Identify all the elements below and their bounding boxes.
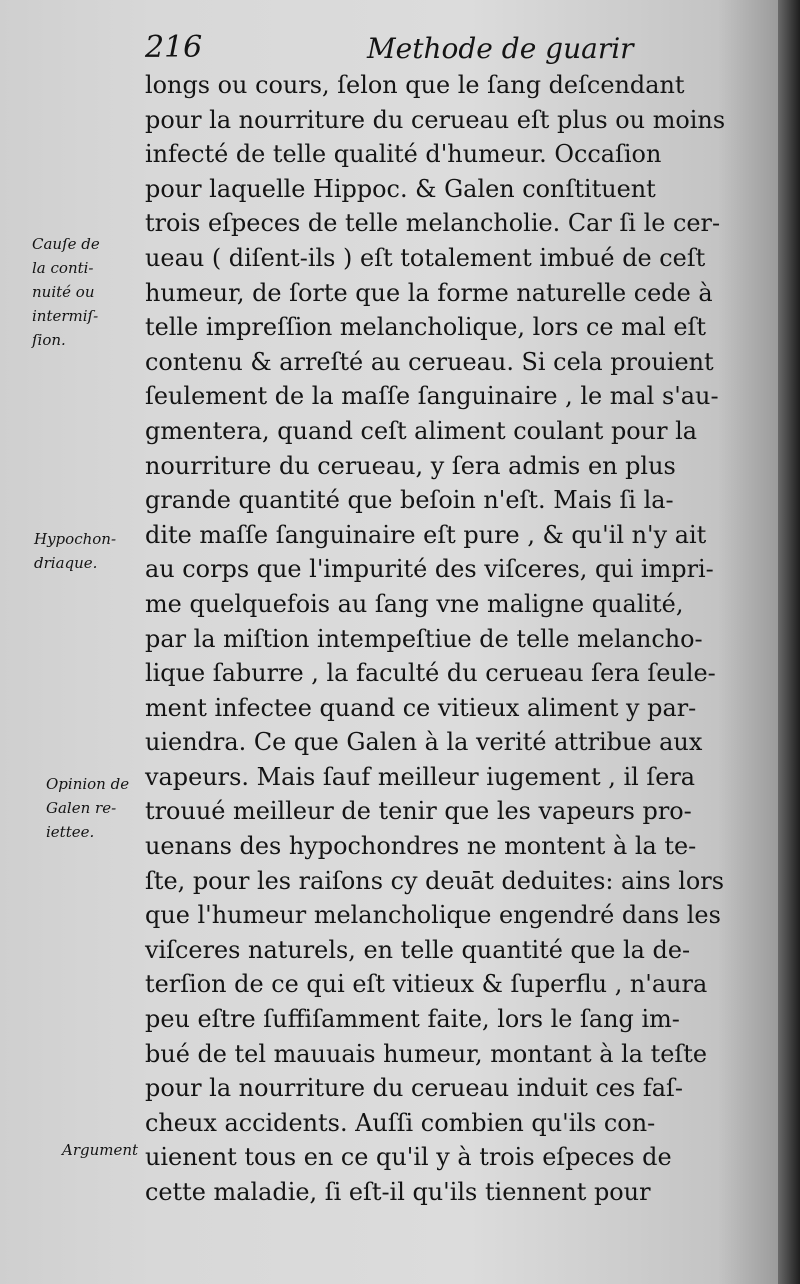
text-line: uienent tous en ce qu'il y à trois eſpeces de (145, 1143, 672, 1172)
text-line: me quelquefois au ſang vne maligne qualité, (145, 589, 684, 618)
main-text (145, 68, 765, 1210)
text-line: telle impreſſion melancholique, lors ce mal eſt (145, 313, 706, 342)
margin-note-cause (32, 232, 100, 352)
text-line: pour la nourriture du cerueau induit ces faſ- (145, 1074, 683, 1103)
margin-note-hypochondriaque (34, 527, 116, 575)
text-line: infecté de telle qualité d'humeur. Occaſion (145, 140, 662, 169)
running-head: Methode de guarir (367, 32, 634, 65)
text-line: uiendra. Ce que Galen à la verité attribue aux (145, 728, 703, 757)
text-line: pour laquelle Hippoc. & Galen conſtituent (145, 174, 656, 203)
text-line: que l'humeur melancholique engendré dans les (145, 901, 721, 930)
margin-note-line: Argument (62, 1141, 139, 1159)
margin-note-line: la conti- (32, 259, 94, 277)
text-line: trouué meilleur de tenir que les vapeurs pro- (145, 797, 692, 826)
margin-note-line: driaque. (34, 554, 98, 572)
page-edge-shadow (778, 0, 800, 1284)
margin-note-line: ſion. (32, 331, 66, 349)
text-line: par la miſtion intempeſtiue de telle melancho- (145, 624, 703, 653)
margin-note-line: Galen re- (46, 799, 117, 817)
text-line: terſion de ce qui eſt vitieux & ſuperflu , n'aura (145, 970, 708, 999)
text-line: longs ou cours, ſelon que le ſang deſcendant (145, 71, 685, 99)
text-line: uenans des hypochondres ne montent à la te- (145, 832, 697, 861)
text-line: humeur, de ſorte que la forme naturelle cede à (145, 278, 713, 307)
margin-note-opinion (46, 772, 129, 844)
text-line: pour la nourriture du cerueau eſt plus ou moins (145, 105, 726, 134)
margin-note-line: iettee. (46, 823, 95, 841)
margin-note-line: Hypochon- (34, 530, 117, 548)
text-line: nourriture du cerueau, y ſera admis en plus (145, 451, 676, 480)
text-line: cette maladie, ſi eſt-il qu'ils tiennent pour (145, 1178, 651, 1206)
text-line: dite maſſe ſanguinaire eſt pure , & qu'il n'y ait (145, 520, 707, 549)
text-line: ſeulement de la maſſe ſanguinaire , le mal s'au- (145, 382, 719, 411)
text-line: viſceres naturels, en telle quantité que la de- (145, 935, 691, 964)
text-line: cheux accidents. Auſſi combien qu'ils con- (145, 1108, 656, 1137)
margin-note-line: Opinion de (46, 775, 130, 793)
text-line: bué de tel mauuais humeur, montant à la teſte (145, 1039, 707, 1068)
text-line: trois eſpeces de telle melancholie. Car ſi le cer- (145, 209, 721, 238)
page-header (145, 30, 745, 70)
text-line: peu eſtre ſuffiſamment faite, lors le ſang im- (145, 1005, 680, 1034)
text-line: vapeurs. Mais ſauf meilleur iugement , il ſera (145, 762, 696, 791)
text-line: ueau ( diſent-ils ) eſt totalement imbué de ceſt (145, 243, 706, 272)
text-line: lique ſaburre , la faculté du cerueau ſera ſeule- (145, 659, 716, 688)
text-line: gmentera, quand ceſt aliment coulant pour la (145, 416, 698, 445)
text-line: grande quantité que beſoin n'eſt. Mais ſi la- (145, 486, 674, 515)
text-line: ſte, pour les raiſons cy deuāt deduites: ains lors (145, 866, 724, 895)
text-line: au corps que l'impurité des viſceres, qui impri- (145, 555, 714, 584)
margin-note-argument (62, 1138, 138, 1162)
text-line: contenu & arreſté au cerueau. Si cela prouient (145, 347, 714, 376)
margin-note-line: Cauſe de (32, 235, 100, 253)
margin-note-line: nuité ou (32, 283, 95, 301)
page-number: 216 (145, 30, 203, 65)
text-line: ment infectee quand ce vitieux aliment y par- (145, 693, 697, 722)
margin-note-line: intermiſ- (32, 307, 99, 325)
